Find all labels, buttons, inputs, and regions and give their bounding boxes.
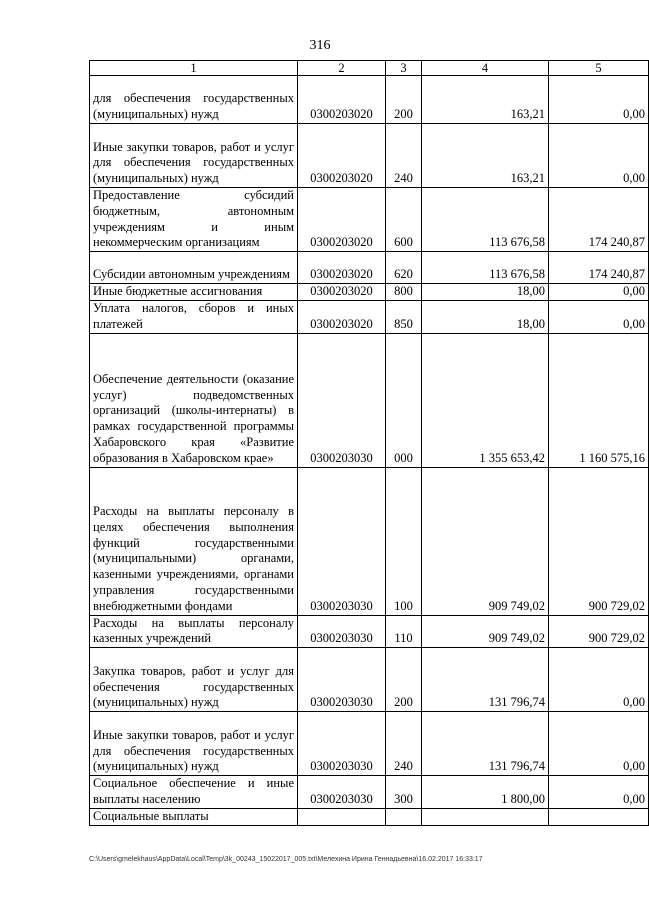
row-name: Субсидии автономным учреждениям bbox=[90, 252, 298, 284]
row-code: 0300203020 bbox=[298, 76, 386, 124]
table-row bbox=[90, 76, 649, 124]
table-row bbox=[90, 648, 649, 712]
column-header-4: 4 bbox=[422, 61, 549, 76]
table-row bbox=[90, 333, 649, 467]
row-kind: 800 bbox=[386, 284, 422, 301]
row-value-4: 18,00 bbox=[422, 300, 549, 333]
row-code: 0300203030 bbox=[298, 615, 386, 648]
row-code: 0300203020 bbox=[298, 284, 386, 301]
row-kind bbox=[386, 808, 422, 825]
row-value-5: 0,00 bbox=[549, 712, 649, 776]
row-value-5: 0,00 bbox=[549, 76, 649, 124]
table-row bbox=[90, 467, 649, 615]
row-value-5: 900 729,02 bbox=[549, 615, 649, 648]
row-value-4: 163,21 bbox=[422, 76, 549, 124]
row-value-5: 0,00 bbox=[549, 300, 649, 333]
row-name: Иные закупки товаров, работ и услуг для обеспечения государственных (муниципальных) нужд bbox=[90, 124, 298, 188]
row-name: Уплата налогов, сборов и иных платежей bbox=[90, 300, 298, 333]
row-value-4: 909 749,02 bbox=[422, 467, 549, 615]
table-row bbox=[90, 284, 649, 301]
budget-table bbox=[89, 60, 649, 826]
row-value-4: 18,00 bbox=[422, 284, 549, 301]
row-value-4: 1 355 653,42 bbox=[422, 333, 549, 467]
row-code: 0300203020 bbox=[298, 124, 386, 188]
row-code: 0300203030 bbox=[298, 712, 386, 776]
row-name: Обеспечение деятельности (оказание услуг) подведомственных организаций (школы-интернаты) в рамках государственной программы Хабаровского края «Развитие образования в Хабаровском крае» bbox=[90, 333, 298, 467]
row-kind: 000 bbox=[386, 333, 422, 467]
row-name: Социальное обеспечение и иные выплаты населению bbox=[90, 776, 298, 809]
row-kind: 600 bbox=[386, 188, 422, 252]
row-value-4: 163,21 bbox=[422, 124, 549, 188]
row-kind: 620 bbox=[386, 252, 422, 284]
row-value-4: 113 676,58 bbox=[422, 188, 549, 252]
column-header-2: 2 bbox=[298, 61, 386, 76]
row-value-5: 1 160 575,16 bbox=[549, 333, 649, 467]
column-header-1: 1 bbox=[90, 61, 298, 76]
row-value-5: 900 729,02 bbox=[549, 467, 649, 615]
table-row bbox=[90, 776, 649, 809]
column-header-5: 5 bbox=[549, 61, 649, 76]
table-row bbox=[90, 808, 649, 825]
row-code bbox=[298, 808, 386, 825]
table-row bbox=[90, 712, 649, 776]
row-code: 0300203030 bbox=[298, 467, 386, 615]
row-name: Иные закупки товаров, работ и услуг для обеспечения государственных (муниципальных) нужд bbox=[90, 712, 298, 776]
row-kind: 200 bbox=[386, 76, 422, 124]
row-name: Иные бюджетные ассигнования bbox=[90, 284, 298, 301]
row-code: 0300203030 bbox=[298, 333, 386, 467]
row-value-4: 909 749,02 bbox=[422, 615, 549, 648]
row-name: Предоставление субсидий бюджетным, автономным учреждениям и иным некоммерческим организациям bbox=[90, 188, 298, 252]
row-value-5: 0,00 bbox=[549, 776, 649, 809]
column-header-3: 3 bbox=[386, 61, 422, 76]
row-value-4: 113 676,58 bbox=[422, 252, 549, 284]
row-value-5 bbox=[549, 808, 649, 825]
row-code: 0300203020 bbox=[298, 188, 386, 252]
row-name: Расходы на выплаты персоналу казенных учреждений bbox=[90, 615, 298, 648]
table-row bbox=[90, 615, 649, 648]
table-row bbox=[90, 300, 649, 333]
row-kind: 240 bbox=[386, 124, 422, 188]
row-kind: 300 bbox=[386, 776, 422, 809]
row-kind: 200 bbox=[386, 648, 422, 712]
row-code: 0300203020 bbox=[298, 252, 386, 284]
row-kind: 240 bbox=[386, 712, 422, 776]
row-value-4: 1 800,00 bbox=[422, 776, 549, 809]
row-kind: 850 bbox=[386, 300, 422, 333]
row-name: Социальные выплаты bbox=[90, 808, 298, 825]
row-code: 0300203030 bbox=[298, 648, 386, 712]
row-name: Закупка товаров, работ и услуг для обеспечения государственных (муниципальных) нужд bbox=[90, 648, 298, 712]
row-value-5: 0,00 bbox=[549, 648, 649, 712]
row-name: для обеспечения государственных (муниципальных) нужд bbox=[90, 76, 298, 124]
table-row bbox=[90, 188, 649, 252]
row-value-5: 0,00 bbox=[549, 284, 649, 301]
footer-file-path: C:\Users\gmelekhaus\AppData\Local\Temp\3k_00243_15022017_005.txt\Мелехина Ирина Геннадьевна\16.02.2017 16:33:17 bbox=[89, 856, 483, 863]
row-value-4: 131 796,74 bbox=[422, 712, 549, 776]
table-row bbox=[90, 252, 649, 284]
table-header-row bbox=[90, 61, 649, 76]
row-name: Расходы на выплаты персоналу в целях обеспечения выполнения функций государственными (муниципальными) органами, казенными учреждениями, органами управления государственными внебюджетными фондами bbox=[90, 467, 298, 615]
row-kind: 110 bbox=[386, 615, 422, 648]
page-number: 316 bbox=[309, 38, 331, 53]
row-code: 0300203020 bbox=[298, 300, 386, 333]
row-value-4: 131 796,74 bbox=[422, 648, 549, 712]
table-row bbox=[90, 124, 649, 188]
row-kind: 100 bbox=[386, 467, 422, 615]
row-value-5: 0,00 bbox=[549, 124, 649, 188]
row-value-5: 174 240,87 bbox=[549, 252, 649, 284]
row-code: 0300203030 bbox=[298, 776, 386, 809]
row-value-4 bbox=[422, 808, 549, 825]
row-value-5: 174 240,87 bbox=[549, 188, 649, 252]
